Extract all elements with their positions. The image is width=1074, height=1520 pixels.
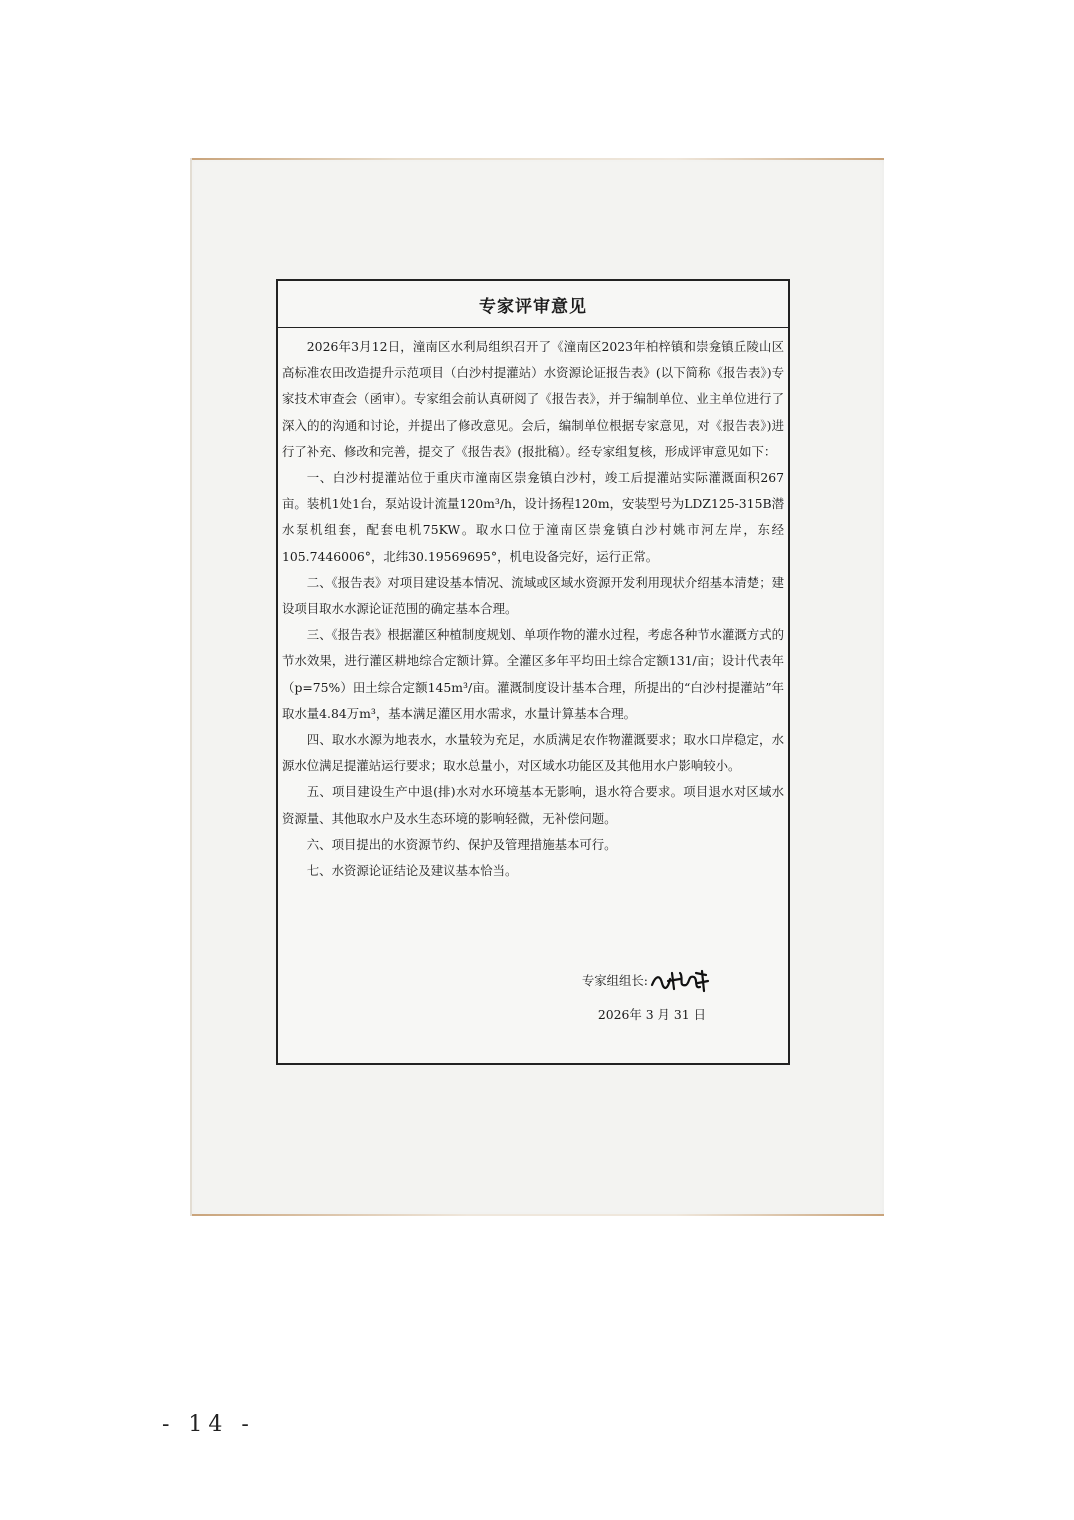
signature-line <box>490 967 710 993</box>
opinion-item-5: 五、项目建设生产中退(排)水对水环境基本无影响，退水符合要求。项目退水对区域水资源量、其他取水户及水生态环境的影响轻微，无补偿问题。 <box>282 784 784 826</box>
expert-opinion-box <box>276 279 790 1065</box>
opinion-body <box>278 328 788 884</box>
scan-edge-left <box>190 158 192 1216</box>
opinion-item-2: 二、《报告表》对项目建设基本情况、流域或区域水资源开发利用现状介绍基本清楚；建设项目取水水源论证范围的确定基本合理。 <box>282 574 784 617</box>
signature-block <box>490 967 710 1023</box>
scan-edge-bottom <box>190 1214 884 1216</box>
handwritten-signature <box>650 967 710 993</box>
opinion-item-4: 四、取水水源为地表水，水量较为充足，水质满足农作物灌溉要求；取水口岸稳定，水源水位满足提灌站运行要求；取水总量小，对区域水功能区及其他用水户影响较小。 <box>282 732 784 774</box>
opinion-item-1: 一、白沙村提灌站位于重庆市潼南区崇龛镇白沙村，竣工后提灌站实际灌溉面积267亩。装机1处1台，泵站设计流量120m³/h，设计扬程120m，安装型号为LDZ125-315B潜水泵机组套，配套电机75KW。取水口位于潼南区崇龛镇白沙村姚市河左岸，东经105.7446006°，北纬30.19569695°，机电设备完好，运行正常。 <box>282 470 784 564</box>
opinion-item-3: 三、《报告表》根据灌区种植制度规划、单项作物的灌水过程，考虑各种节水灌溉方式的节水效果，进行灌区耕地综合定额计算。全灌区多年平均田土综合定额131/亩；设计代表年（p=75%）田土综合定额145m³/亩。灌溉制度设计基本合理，所提出的“白沙村提灌站”年取水量4.84万m³，基本满足灌区用水需求，水量计算基本合理。 <box>282 627 784 721</box>
opinion-item-6: 六、项目提出的水资源节约、保护及管理措施基本可行。 <box>306 836 617 852</box>
opinion-item-7: 七、水资源论证结论及建议基本恰当。 <box>306 863 518 879</box>
signature-date: 2026年 3 月 31 日 <box>597 1007 706 1022</box>
signature-label: 专家组组长: <box>581 973 648 988</box>
scan-edge-top <box>190 158 884 160</box>
page-number: - 14 - <box>162 1412 255 1437</box>
document-title: 专家评审意见 <box>278 281 788 328</box>
intro-paragraph: 2026年3月12日，潼南区水利局组织召开了《潼南区2023年柏梓镇和崇龛镇丘陵山区高标准农田改造提升示范项目（白沙村提灌站）水资源论证报告表》(以下简称《报告表》)专家技术审查会（函审）。专家组会前认真研阅了《报告表》，并于编制单位、业主单位进行了深入的的沟通和讨论，并提出了修改意见。会后，编制单位根据专家意见，对《报告表》)进行了补充、修改和完善，提交了《报告表》(报批稿）。经专家组复核，形成评审意见如下： <box>282 339 784 459</box>
